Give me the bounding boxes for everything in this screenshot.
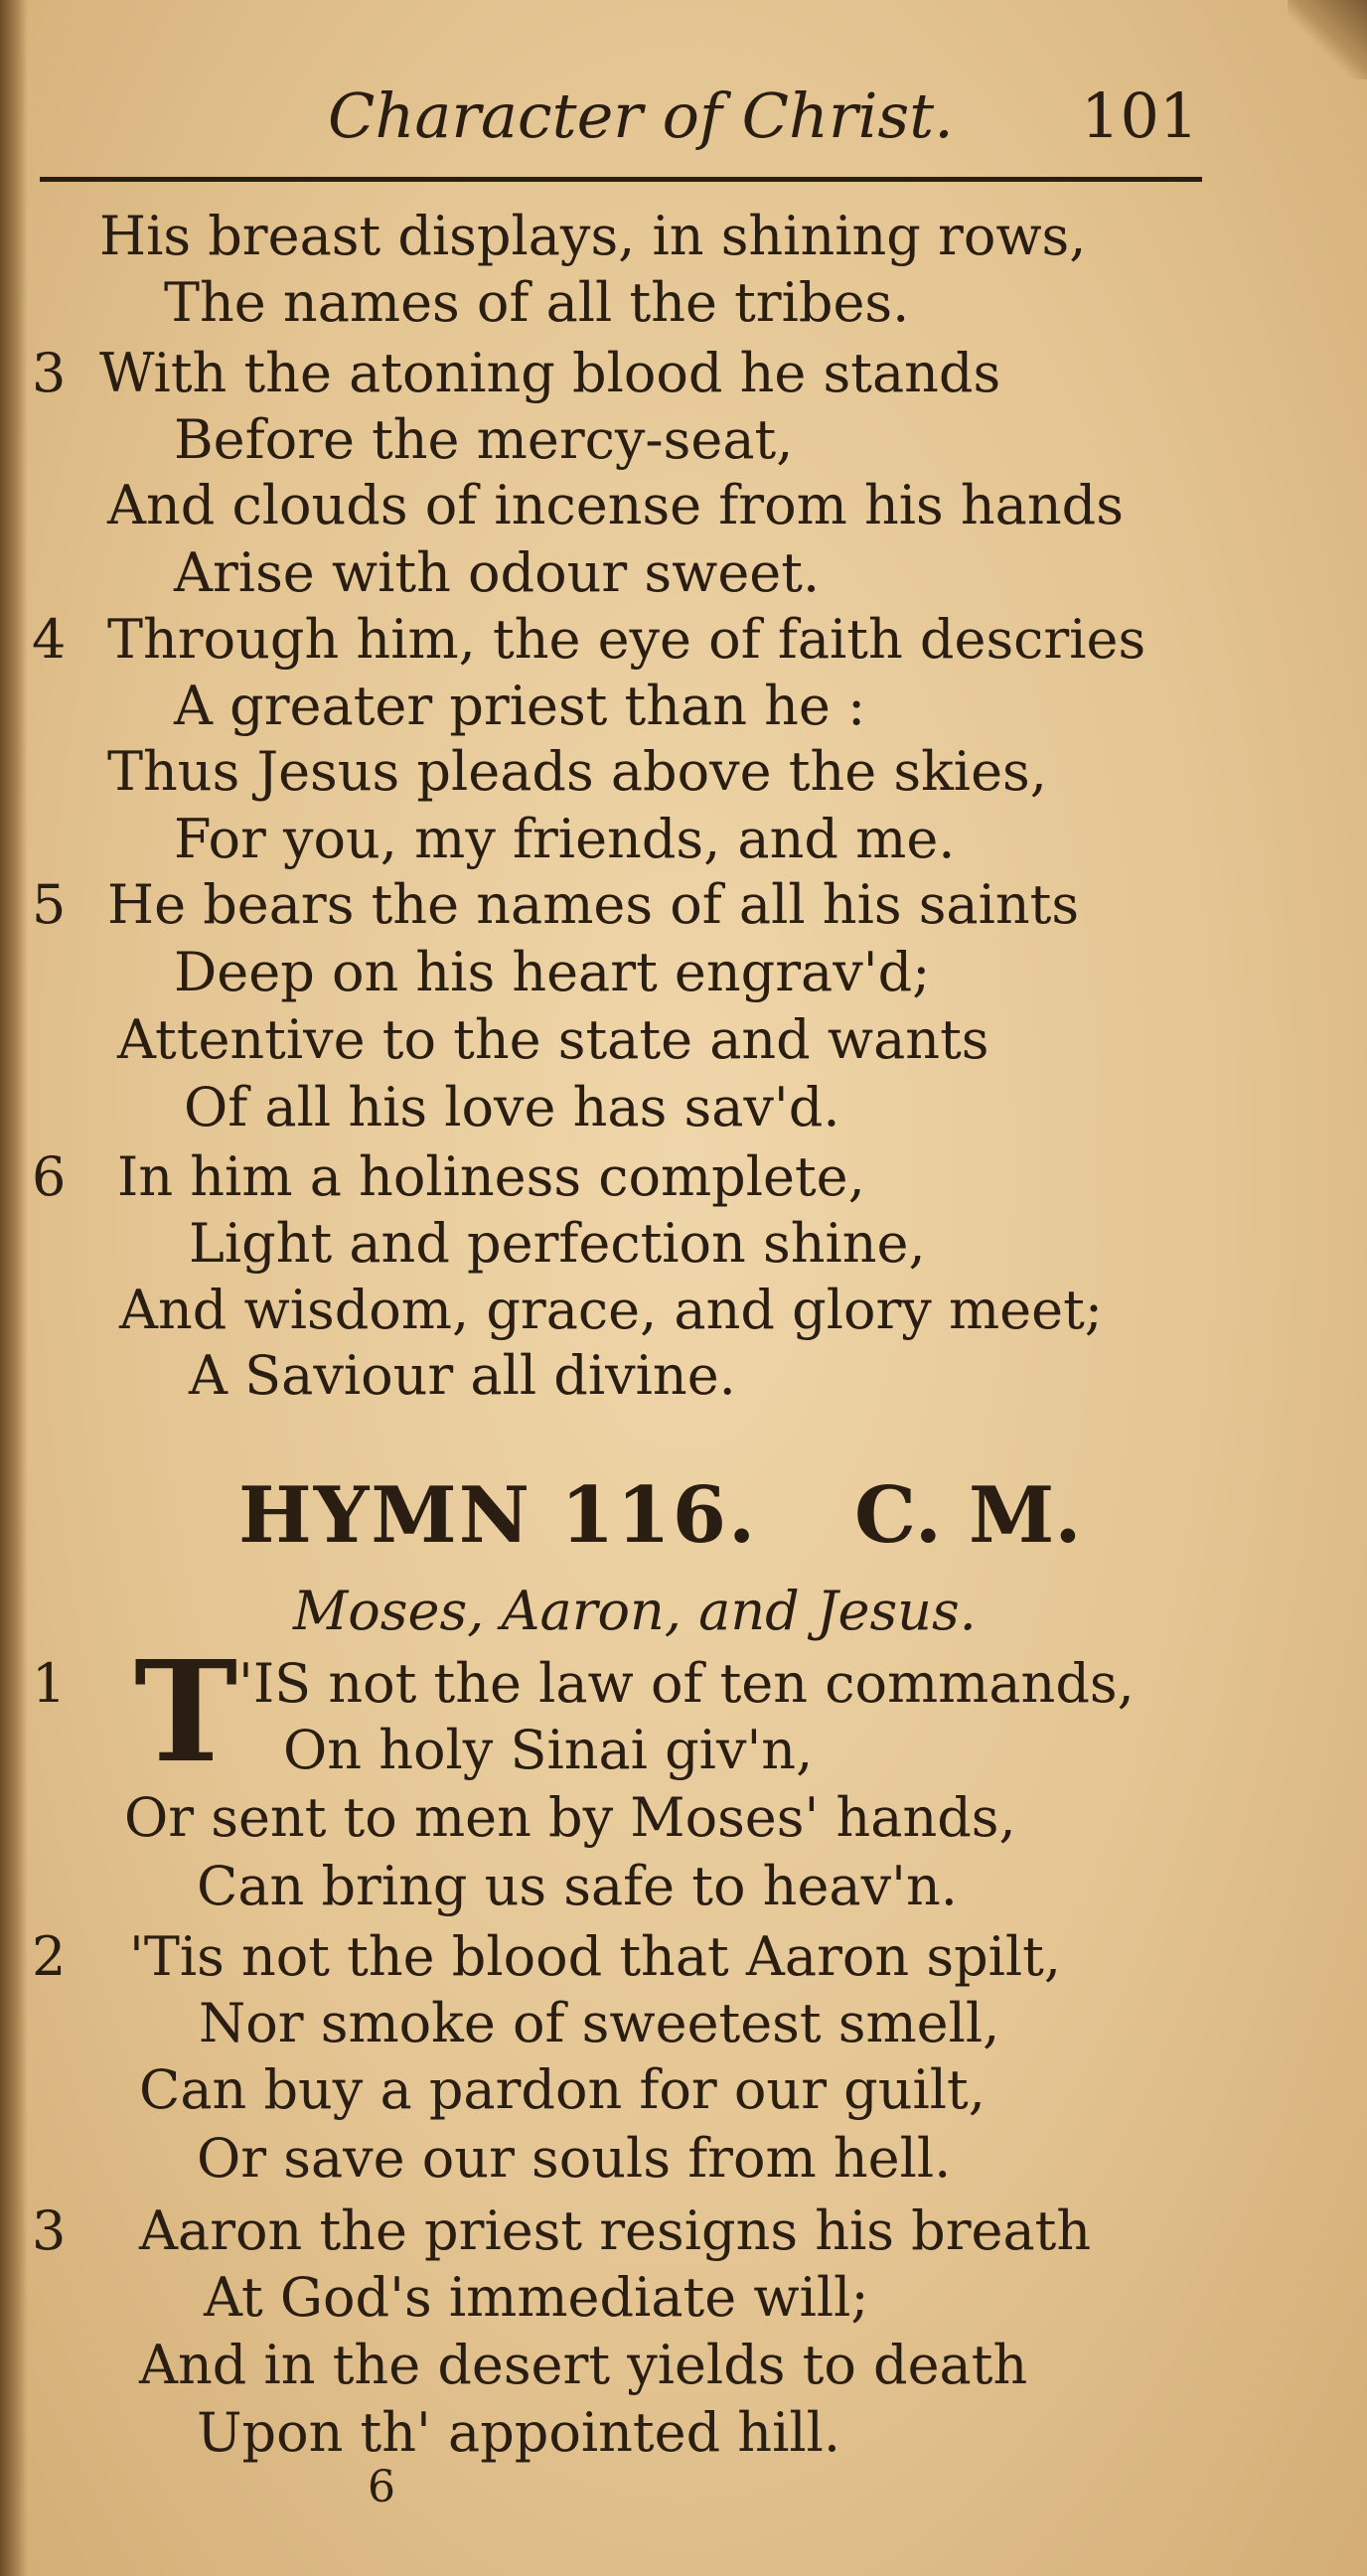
verse-line: And clouds of incense from his hands xyxy=(107,474,1124,536)
verse-line: A Saviour all divine. xyxy=(189,1344,736,1407)
verse-line: Or sent to men by Moses' hands, xyxy=(124,1786,1016,1849)
verse-line: For you, my friends, and me. xyxy=(174,808,956,870)
verse-number: 6 xyxy=(32,1145,67,1208)
page-number: 101 xyxy=(1081,79,1199,152)
page-edge-shadow xyxy=(0,0,28,2576)
verse-number: 5 xyxy=(32,873,67,936)
verse-line: Through him, the eye of faith descries xyxy=(107,608,1146,671)
verse-line: In him a holiness complete, xyxy=(117,1145,865,1208)
verse-line: Light and perfection shine, xyxy=(189,1212,926,1275)
verse-line: Attentive to the state and wants xyxy=(117,1008,989,1071)
verse-line: 'Tis not the blood that Aaron spilt, xyxy=(129,1925,1062,1988)
verse-number: 2 xyxy=(32,1925,67,1988)
verse-line: Aaron the priest resigns his breath xyxy=(139,2199,1092,2262)
verse-line: At God's immediate will; xyxy=(204,2266,869,2329)
verse-line: Deep on his heart engrav'd; xyxy=(174,941,931,1003)
verse-line: And in the desert yields to death xyxy=(139,2334,1028,2396)
verse-number: 1 xyxy=(32,1652,67,1715)
hymn-meter: C. M. xyxy=(854,1470,1082,1561)
verse-line: On holy Sinai giv'n, xyxy=(283,1719,814,1781)
verse-line: Can buy a pardon for our guilt, xyxy=(139,2058,986,2121)
page-corner-wear xyxy=(1288,0,1367,79)
verse-number: 3 xyxy=(32,2199,67,2262)
verse-line: The names of all the tribes. xyxy=(164,271,910,334)
verse-line: Upon th' appointed hill. xyxy=(197,2401,841,2464)
verse-line: Arise with odour sweet. xyxy=(174,541,821,604)
verse-line: Can bring us safe to heav'n. xyxy=(197,1855,958,1917)
verse-line: With the atoning blood he stands xyxy=(99,342,1001,404)
drop-cap: T xyxy=(134,1631,238,1794)
verse-line: Or save our souls from hell. xyxy=(197,2127,952,2190)
verse-line: 'IS not the law of ten commands, xyxy=(238,1652,1135,1715)
verse-line: Of all his love has sav'd. xyxy=(184,1076,840,1138)
running-title: Character of Christ. xyxy=(328,79,954,152)
verse-line: Nor smoke of sweetest smell, xyxy=(199,1992,1000,2054)
running-header xyxy=(0,79,1367,159)
header-rule xyxy=(40,177,1202,182)
verse-line: Before the mercy-seat, xyxy=(174,408,794,471)
verse-line: A greater priest than he : xyxy=(174,675,866,737)
signature-mark: 6 xyxy=(368,2462,395,2512)
verse-line: And wisdom, grace, and glory meet; xyxy=(119,1279,1103,1341)
verse-line: He bears the names of all his saints xyxy=(107,873,1080,936)
verse-line: His breast displays, in shining rows, xyxy=(99,205,1087,267)
verse-number: 4 xyxy=(32,608,67,671)
verse-number: 3 xyxy=(32,342,67,404)
hymn-heading: HYMN 116. xyxy=(238,1470,758,1561)
hymn-subtitle: Moses, Aaron, and Jesus. xyxy=(293,1580,977,1642)
verse-line: Thus Jesus pleads above the skies, xyxy=(107,740,1047,803)
